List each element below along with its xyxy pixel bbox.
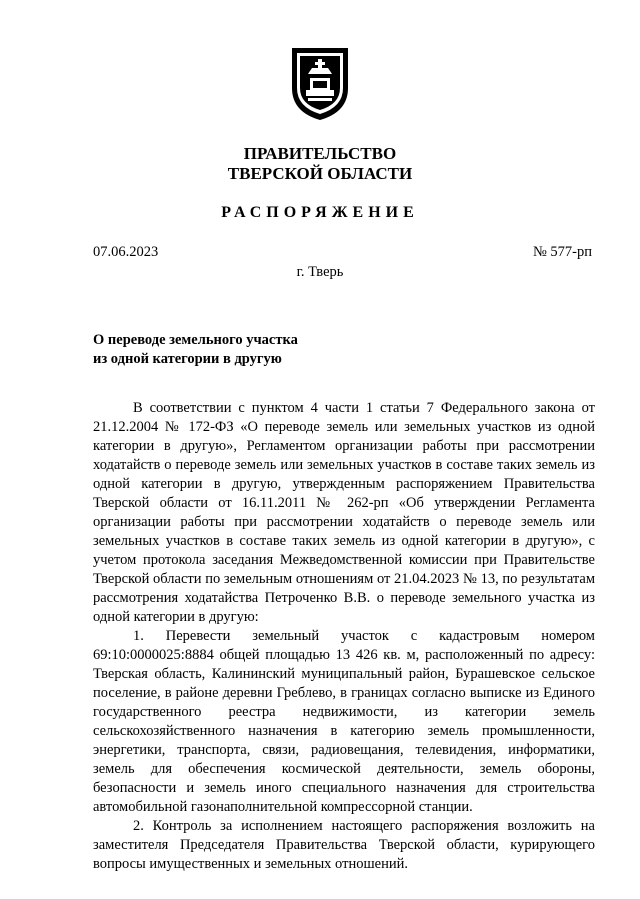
document-body xyxy=(93,399,595,874)
coat-of-arms-icon xyxy=(288,44,352,122)
document-date: 07.06.2023 xyxy=(93,244,159,260)
item-1-paragraph: 1. Перевести земельный участок с кадастровым номером 69:10:0000025:8884 общей площадью 13 426 кв. м, расположенный по адресу: Тверская область, Калининский муниципальный район, Бурашевское сельское поселение, в районе деревни Греблево, в границах согласно выписке из Единого государственного реестра недвижимости, из категории земель сельскохозяйственного назначения в категорию земель промышленности, энергетики, транспорта, связи, радиовещания, телевидения, информатики, земель для обеспечения космической деятельности, земель обороны, безопасности и земель иного специального назначения для строительства автомобильной газонаполнительной компрессорной станции. xyxy=(93,628,595,815)
region-title: ТВЕРСКОЙ ОБЛАСТИ xyxy=(227,164,413,183)
subject-line-1: О переводе земельного участка xyxy=(93,332,298,348)
document-number: № 577-рп xyxy=(532,244,592,260)
item-2-paragraph: 2. Контроль за исполнением настоящего распоряжения возложить на заместителя Председателя Правительства Тверской области, курирующего вопросы имущественных и земельных отношений. xyxy=(93,818,595,872)
document-subject xyxy=(93,331,298,369)
government-title: ПРАВИТЕЛЬСТВО xyxy=(243,144,397,163)
document-city: г. Тверь xyxy=(296,264,344,280)
preamble-paragraph: В соответствии с пунктом 4 части 1 статьи 7 Федерального закона от 21.12.2004 № 172-ФЗ «О переводе земель или земельных участков из одной категории в другую», Регламентом организации работы при рассмотрении ходатайств о переводе земель или земельных участков в составе таких земель из одной категории в другую, утвержденным распоряжением Правительства Тверской области от 16.11.2011 № 262-рп «Об утверждении Регламента организации работы при рассмотрении ходатайств о переводе земель или земельных участков в составе таких земель из одной категории в другую», с учетом протокола заседания Межведомственной комиссии при Правительстве Тверской области по земельным отношениям от 21.04.2023 № 13, по результатам рассмотрения ходатайства Петроченко В.В. о переводе земельного участка из одной категории в другую: xyxy=(93,400,595,625)
document-type: РАСПОРЯЖЕНИЕ xyxy=(221,204,419,221)
subject-line-2: из одной категории в другую xyxy=(93,351,282,367)
